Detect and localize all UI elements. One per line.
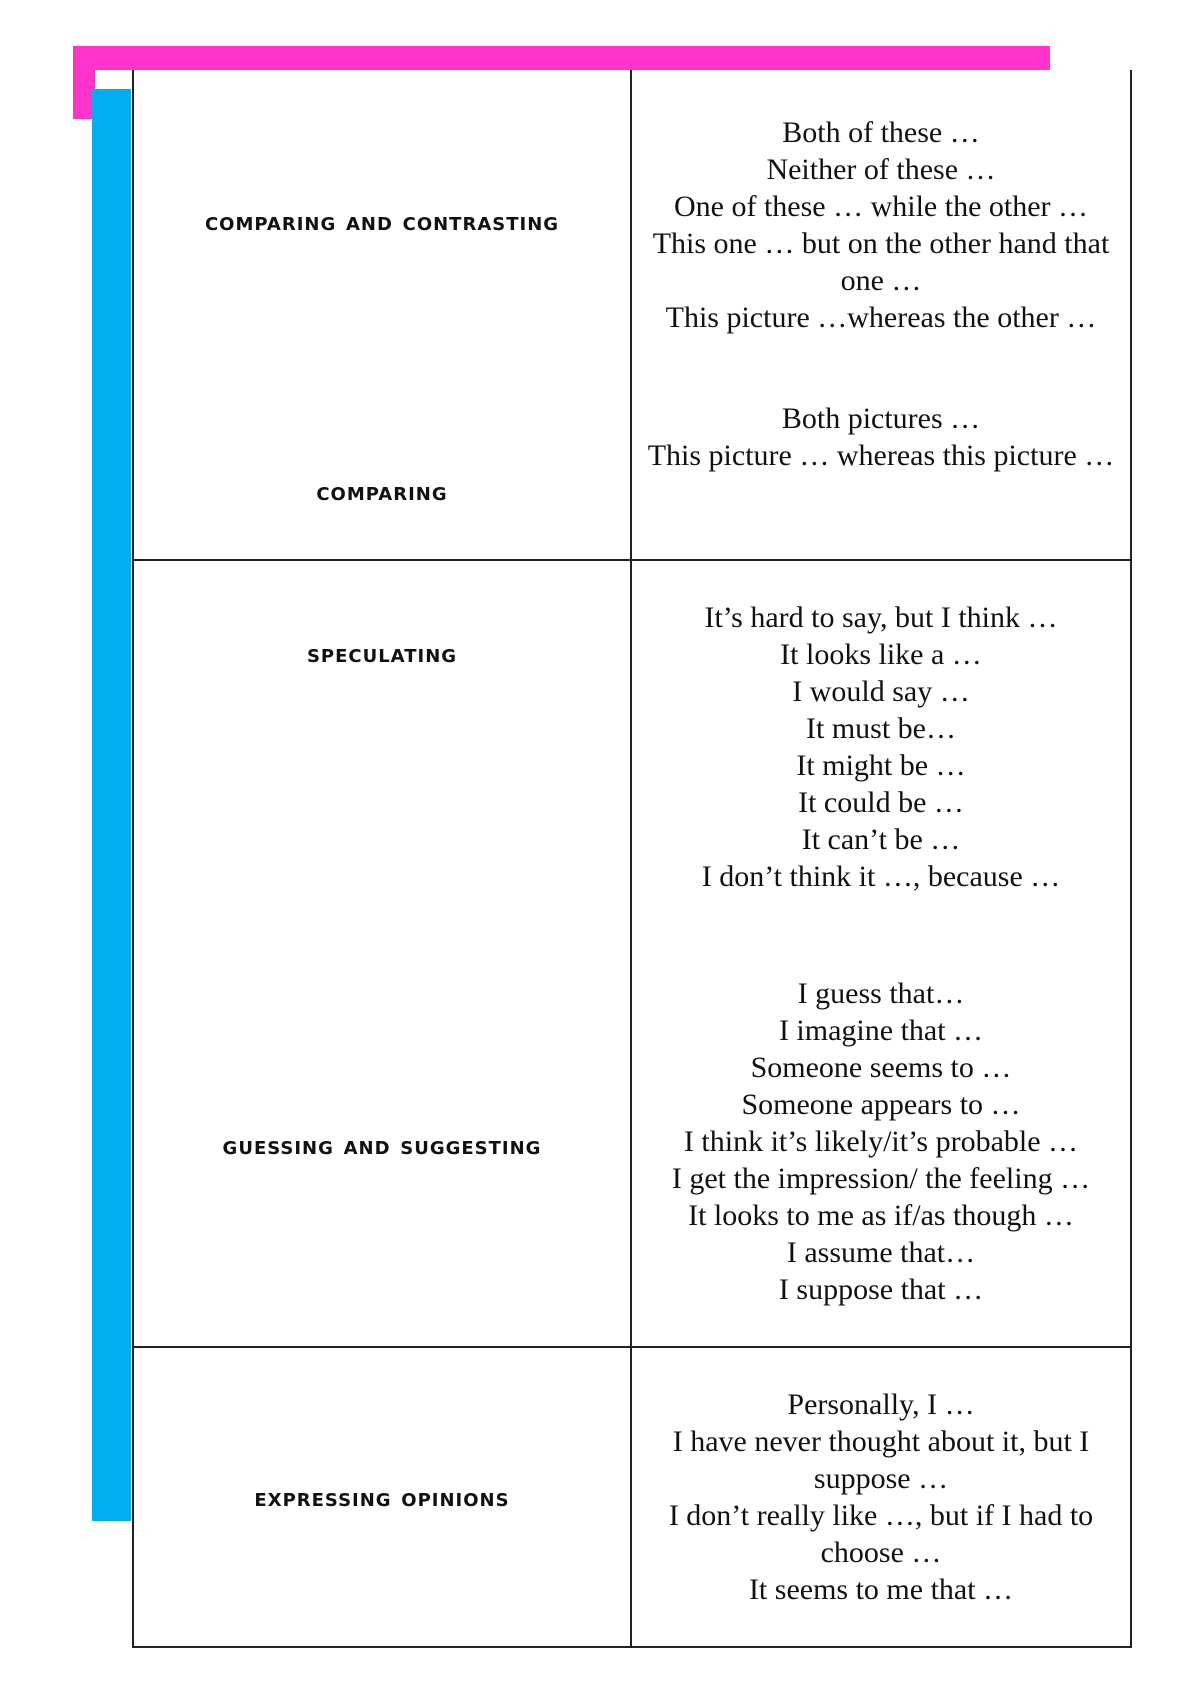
phrase-line: I would say …	[792, 675, 970, 708]
phrase-line: I don’t really like …, but if I had to choose …	[668, 1499, 1094, 1569]
phrases-cell	[631, 372, 1131, 560]
phrase-line: It seems to me that …	[748, 1573, 1014, 1606]
phrase-line: I guess that…	[797, 977, 965, 1010]
phrase-line: It might be …	[796, 749, 966, 782]
phrase-line: Someone appears to …	[741, 1088, 1021, 1121]
phrases-cell	[631, 70, 1131, 372]
phrase-line: It looks like a …	[780, 638, 982, 671]
heading-cell	[133, 70, 631, 372]
phrase-line: This picture …whereas the other …	[665, 301, 1097, 334]
phrase-line: Personally, I …	[787, 1388, 975, 1421]
phrase-line: Neither of these …	[766, 153, 996, 186]
blue-decorative-bar	[92, 89, 131, 1521]
phrase-line: This picture … whereas this picture …	[647, 439, 1115, 472]
phrase-line: It looks to me as if/as though …	[688, 1199, 1074, 1232]
table-row	[133, 70, 1131, 372]
phrase-line: Someone seems to …	[750, 1051, 1012, 1084]
phrase-line: I think it’s likely/it’s probable …	[683, 1125, 1079, 1158]
table-row	[133, 1347, 1131, 1647]
phrase-line: I don’t think it …, because …	[701, 860, 1061, 893]
phrase-line: Both of these …	[782, 116, 980, 149]
section-heading: expressing opinions	[254, 1482, 510, 1512]
section-heading: comparing and contrasting	[204, 206, 560, 236]
phrase-line: One of these … while the other …	[673, 190, 1089, 223]
phrase-line: It could be …	[798, 786, 964, 819]
phrase-line: I have never thought about it, but I suppose …	[672, 1425, 1090, 1495]
phrases-cell	[631, 1347, 1131, 1647]
phrase-line: It’s hard to say, but I think …	[704, 601, 1058, 634]
phrases-cell	[631, 560, 1131, 1347]
phrase-line: Both pictures …	[781, 402, 981, 435]
phrase-line: This one … but on the other hand that one …	[652, 227, 1110, 297]
heading-cell	[133, 560, 631, 1347]
table-row	[133, 372, 1131, 560]
phrase-line: I assume that…	[786, 1236, 976, 1269]
heading-cell	[133, 1347, 631, 1647]
phrase-group	[632, 975, 1130, 1308]
phrase-line: It can’t be …	[801, 823, 961, 856]
phrase-line: I imagine that …	[778, 1014, 984, 1047]
phrase-line: It must be…	[806, 712, 956, 745]
pink-decorative-bar	[73, 46, 1050, 70]
section-heading: speculating	[306, 639, 458, 668]
section-heading: guessing and suggesting	[222, 1131, 542, 1160]
phrase-line: I get the impression/ the feeling …	[671, 1162, 1091, 1195]
section-heading: comparing	[316, 477, 448, 506]
phrase-line: I suppose that …	[778, 1273, 984, 1306]
table-row	[133, 560, 1131, 1347]
heading-cell	[133, 372, 631, 560]
phrase-table	[132, 70, 1132, 1648]
